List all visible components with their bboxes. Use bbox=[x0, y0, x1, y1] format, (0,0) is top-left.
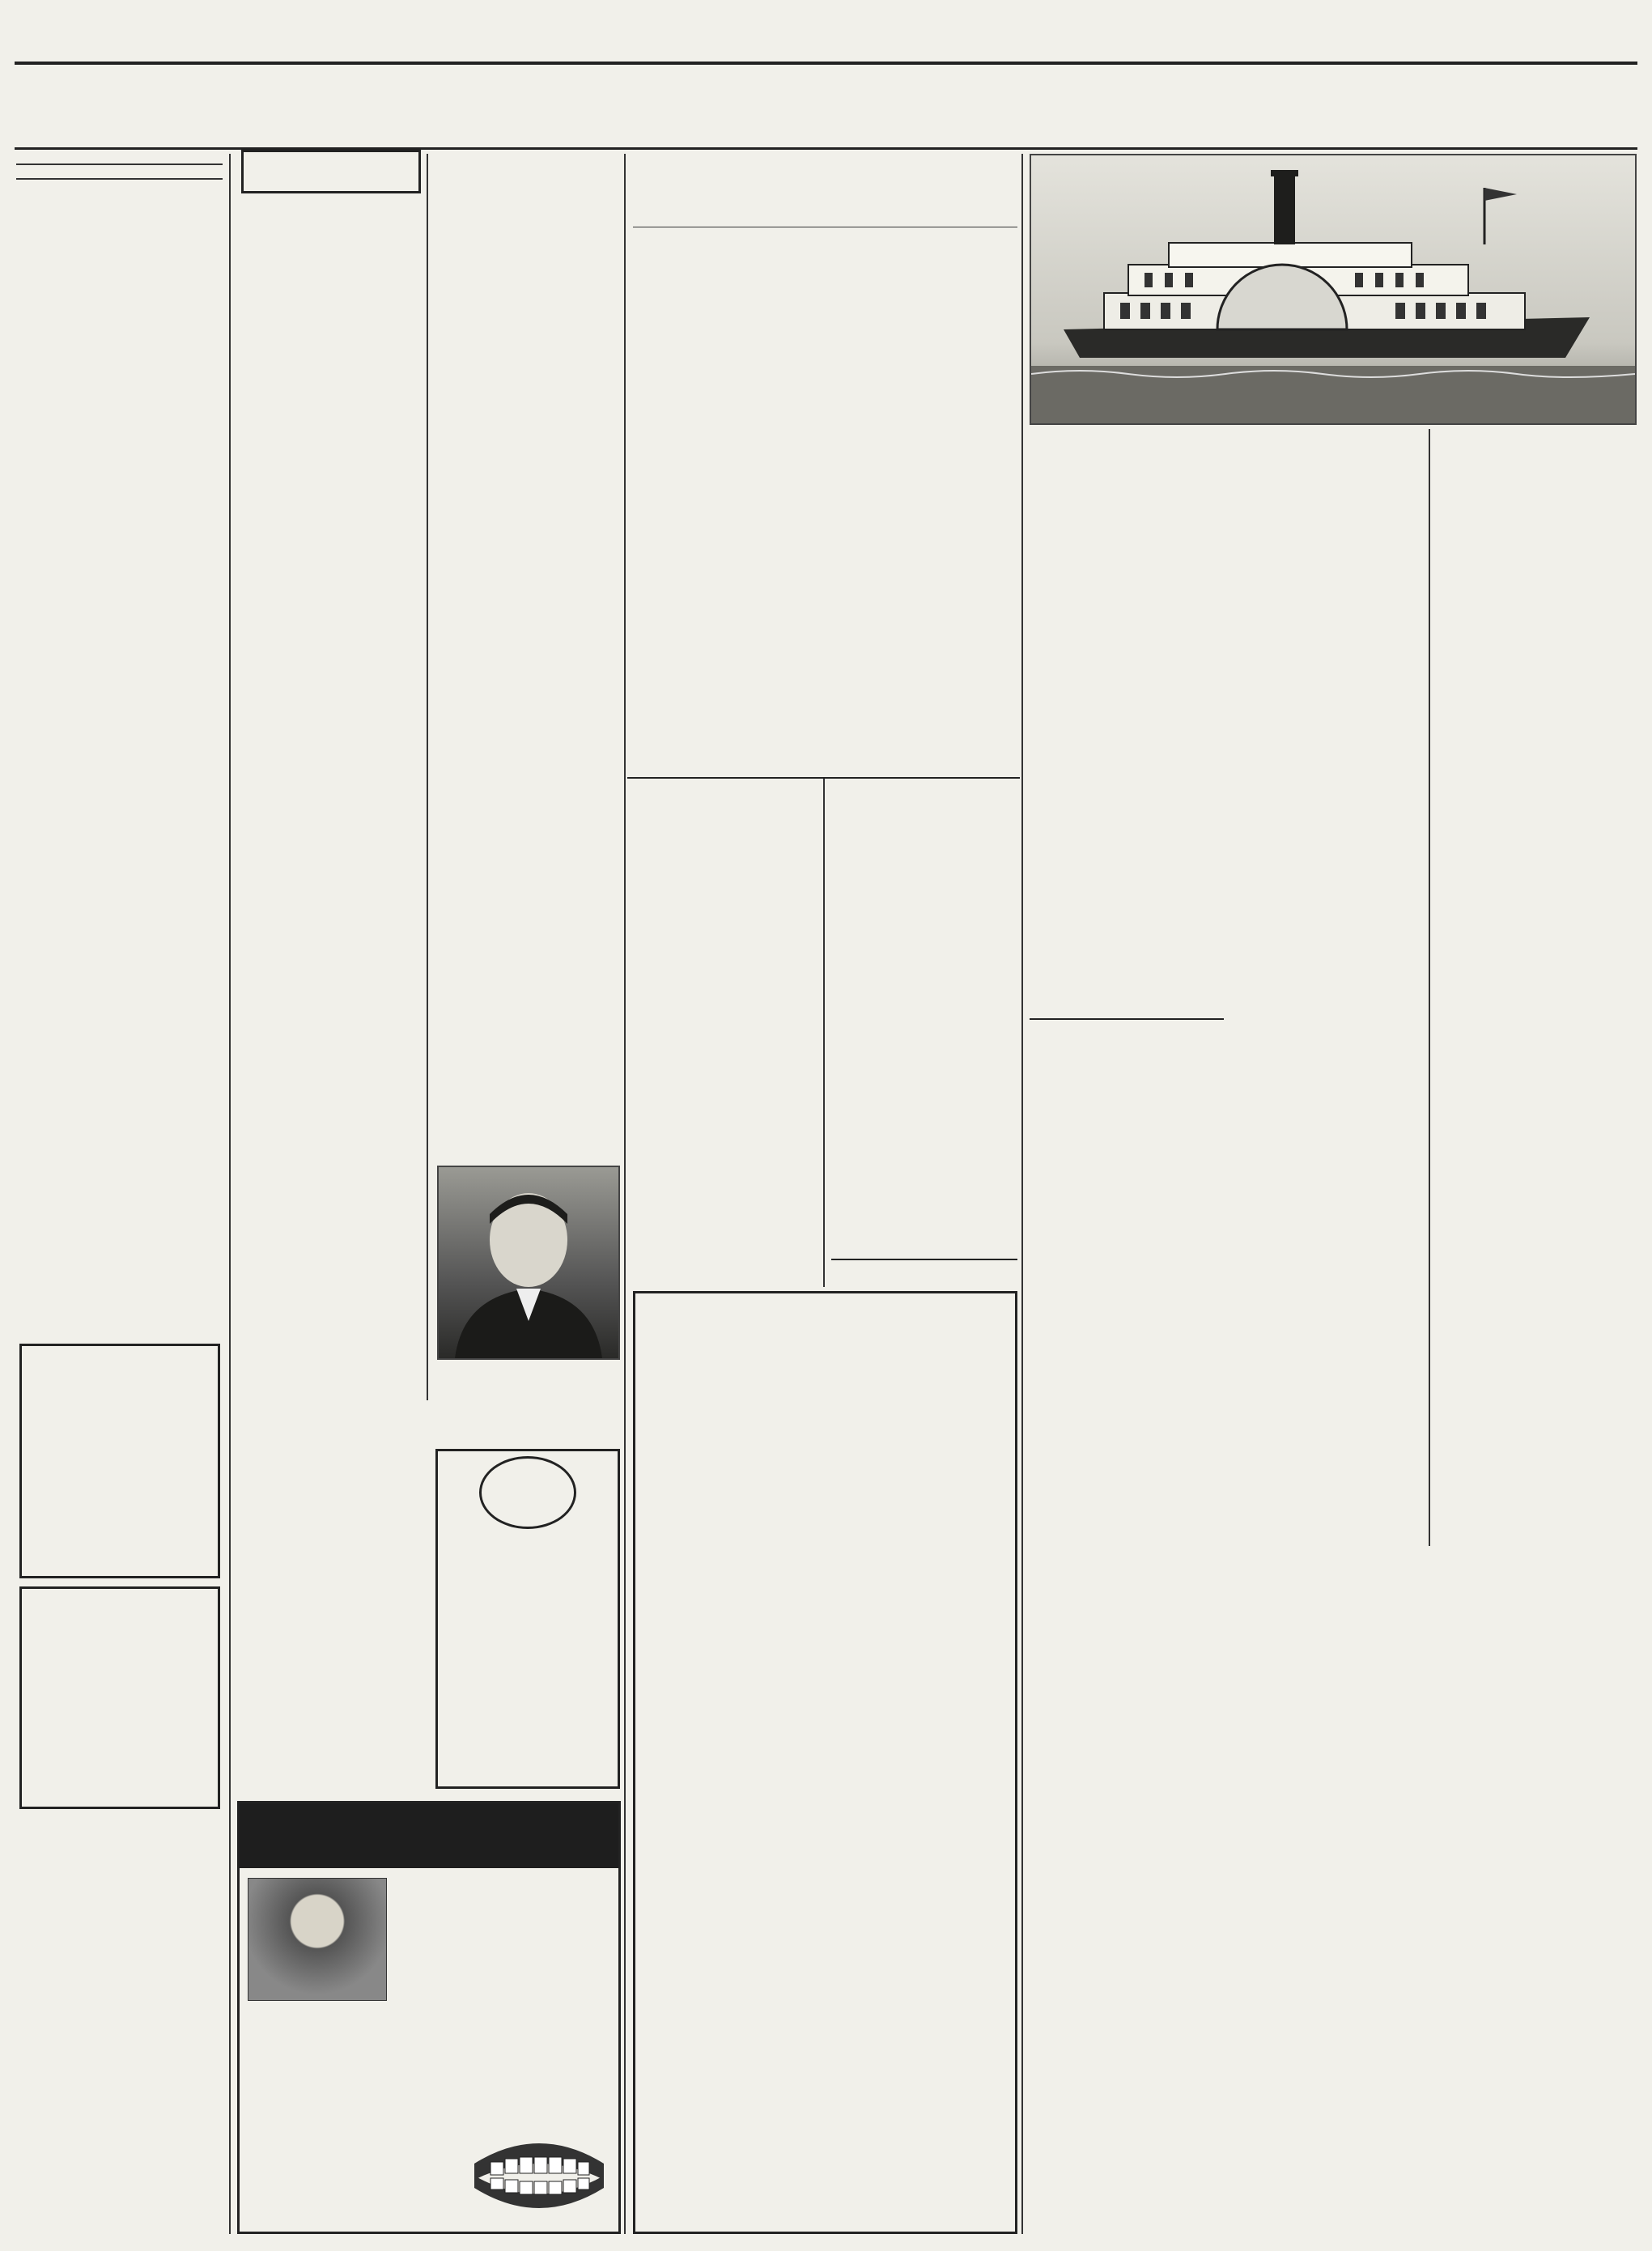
home-box bbox=[19, 1344, 220, 1578]
deadline-notice bbox=[831, 1259, 1017, 1283]
column-rule bbox=[624, 154, 626, 2234]
shooting-article bbox=[633, 784, 819, 1285]
column-3 bbox=[435, 155, 620, 1159]
portrait-silhouette-icon bbox=[439, 1167, 618, 1358]
headline-man-killed bbox=[16, 164, 223, 170]
column-1 bbox=[16, 155, 223, 1341]
annapolis-article bbox=[1030, 1024, 1224, 1352]
dentures-icon bbox=[466, 2131, 612, 2220]
dental-ad bbox=[237, 1801, 621, 2234]
brake-ad bbox=[435, 1449, 620, 1789]
deck-young-woman bbox=[633, 223, 1017, 227]
wonderland-coming bbox=[643, 1308, 1007, 1330]
slayer-article bbox=[1030, 431, 1224, 1013]
headline-hudson bbox=[16, 178, 223, 185]
steamer-icon bbox=[1031, 155, 1635, 423]
not-wife-article bbox=[831, 784, 1017, 1253]
folio-line bbox=[16, 24, 1635, 62]
folio-rule bbox=[15, 62, 1637, 65]
ford-brake-ad bbox=[19, 1586, 220, 1809]
mashers-deck bbox=[633, 223, 1017, 256]
wonderland-ad bbox=[633, 1291, 1017, 2234]
column-rule bbox=[229, 154, 231, 2234]
dental-illustration-icon bbox=[248, 1878, 387, 2001]
column-2 bbox=[238, 201, 423, 1698]
section-rule bbox=[627, 777, 1020, 779]
steamer-illustration bbox=[1030, 154, 1637, 425]
column-rule bbox=[1021, 154, 1023, 2234]
mashers-head bbox=[633, 154, 1017, 219]
portrait-photo bbox=[437, 1166, 620, 1360]
column-rule bbox=[823, 777, 825, 1287]
column-rule bbox=[1429, 429, 1430, 1546]
portrait-caption bbox=[437, 1366, 620, 1443]
dental-header bbox=[240, 1803, 618, 1868]
column-rule bbox=[427, 154, 428, 1400]
banner-headline bbox=[15, 71, 1524, 146]
brake-badge bbox=[479, 1456, 576, 1529]
judge-box bbox=[241, 150, 421, 193]
mashers-article bbox=[633, 261, 1017, 775]
